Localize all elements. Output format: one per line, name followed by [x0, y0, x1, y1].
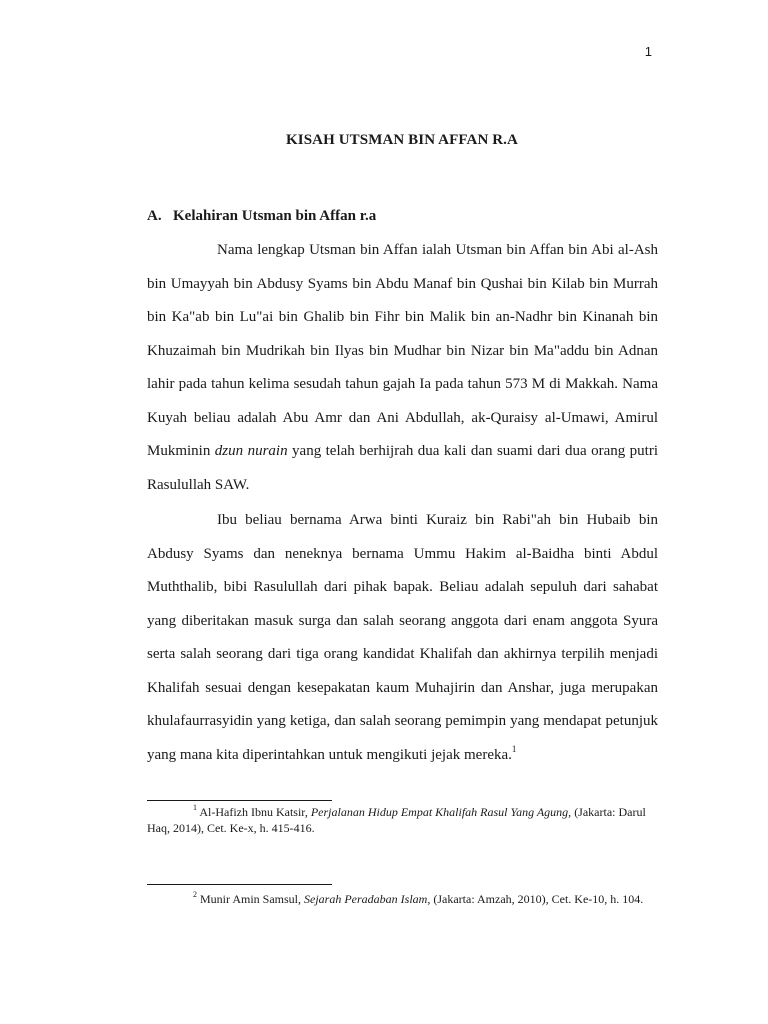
page-number: 1 — [644, 44, 652, 59]
paragraph-1-text-end: yang telah berhijrah dua kali dan suami dari dua orang putri Rasulullah SAW. — [147, 443, 659, 493]
footnote-1 — [147, 804, 658, 836]
footnote-1-mark: 1 — [193, 803, 197, 812]
footnote-2-mark: 2 — [193, 890, 197, 899]
footnote-1-author: Al-Hafizh Ibnu Katsir, — [197, 805, 311, 819]
section-letter: A. — [147, 208, 162, 224]
footnote-2-book-title: Sejarah Peradaban Islam, — [304, 892, 431, 906]
footnote-2 — [147, 891, 658, 907]
footnote-separator-2 — [147, 884, 332, 885]
paragraph-1-italic-term: dzun nurain — [214, 443, 288, 459]
paragraph-1-text: Nama lengkap Utsman bin Affan ialah Utsman bin Affan bin Abi al-Ash bin Umayyah bin Abdusy Syams bin Abdu Manaf bin Qushai bin Kilab bin Murrah bin Ka"ab bin Lu"ai bin Ghalib bin Fihr bin Malik bin an-Nadhr bin Kinanah bin Khuzaimah bin Mudrikah bin Ilyas bin Mudhar bin Nizar bin Ma"addu bin Adnan lahir pada tahun kelima sesudah tahun gajah Ia pada tahun 573 M di Makkah. Nama Kuyah beliau adalah Abu Amr dan Ani Abdullah, ak-Quraisy al-Umawi, Amirul Mukminin — [147, 242, 658, 459]
footnote-reference-1[interactable]: 1 — [511, 743, 517, 754]
page-title: KISAH UTSMAN BIN AFFAN R.A — [286, 132, 518, 148]
section-heading — [147, 208, 659, 225]
body-paragraph-2 — [147, 504, 658, 772]
footnote-1-details: (Jakarta: Darul Haq, 2014), Cet. Ke-x, h. 415-416. — [147, 805, 646, 835]
paragraph-2-text: Ibu beliau bernama Arwa binti Kuraiz bin Rabi"ah bin Hubaib bin Abdusy Syams dan neneknya bernama Ummu Hakim al-Baidha binti Abdul Muththalib, bibi Rasulullah dari pihak bapak. Beliau adalah sepuluh dari sahabat yang diberitakan masuk surga dan salah seorang anggota dari enam anggota Syura serta salah seorang dari tiga orang kandidat Khalifah dan akhirnya terpilih menjadi Khalifah sesuai dengan kesepakatan kaum Muhajirin dan Anshar, juga merupakan khulafaurrasyidin yang ketiga, dan salah seorang pemimpin yang mendapat petunjuk yang mana kita diperintahkan untuk mengikuti jejak mereka. — [147, 512, 658, 763]
footnote-1-book-title: Perjalanan Hidup Empat Khalifah Rasul Yang Agung, — [310, 805, 572, 819]
footnote-2-author: Munir Amin Samsul, — [197, 892, 305, 906]
body-paragraph-1 — [147, 234, 658, 502]
footnote-separator-1 — [147, 800, 332, 801]
section-heading-text: Kelahiran Utsman bin Affan r.a — [173, 208, 377, 224]
footnote-2-details: (Jakarta: Amzah, 2010), Cet. Ke-10, h. 104. — [430, 892, 644, 906]
